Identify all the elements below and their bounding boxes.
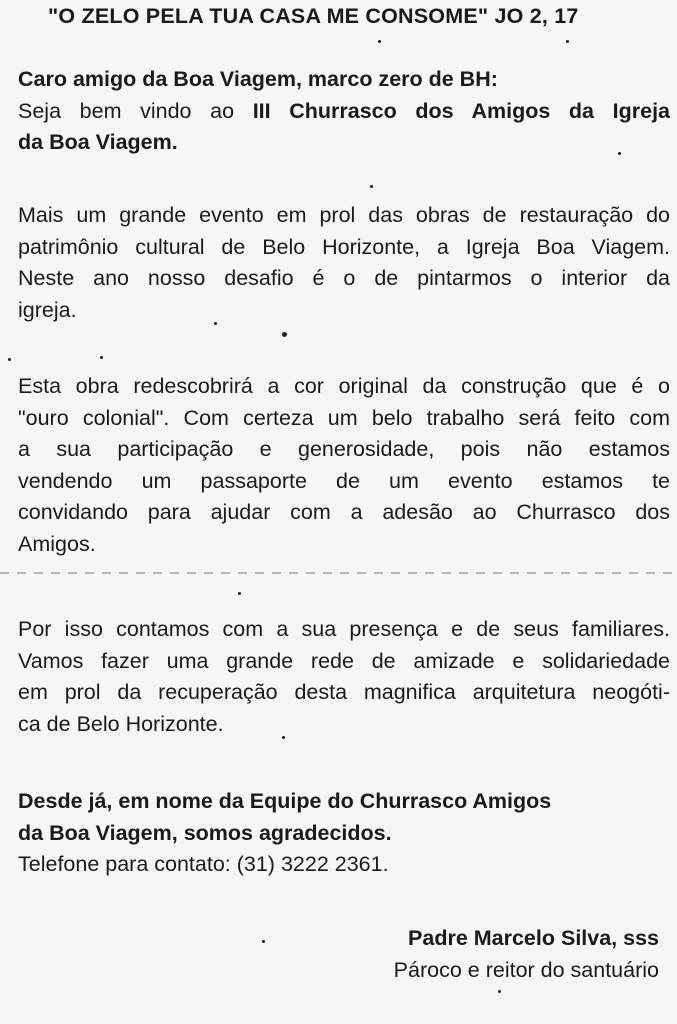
paragraph-3 (18, 614, 670, 740)
paragraph-line: "ouro colonial". Com certeza um belo trabalho será feito com (18, 405, 670, 430)
print-speck (566, 40, 569, 43)
paragraph-line: em prol da recuperação desta magnifica arquitetura neogóti- (18, 680, 670, 704)
signature-role: Pároco e reitor do santuário (393, 958, 659, 982)
event-name-continued: da Boa Viagem. (18, 130, 178, 154)
contact-phone: Telefone para contato: (31) 3222 2361. (18, 852, 389, 876)
closing-thanks-line: da Boa Viagem, somos agradecidos. (18, 820, 392, 845)
paragraph-line: vendendo um passaporte de um evento estamos te (18, 468, 670, 493)
print-speck (282, 736, 285, 739)
greeting-block (18, 64, 670, 159)
event-name: III Churrasco dos Amigos da Igreja (252, 98, 670, 123)
print-speck (262, 940, 265, 943)
greeting-salutation: Caro amigo da Boa Viagem, marco zero de BH: (18, 67, 498, 91)
print-speck (282, 332, 287, 337)
paragraph-line: patrimônio cultural de Belo Horizonte, a Igreja Boa Viagem. (18, 234, 670, 259)
print-speck (370, 185, 373, 188)
paragraph-line: Esta obra redescobrirá a cor original da construção que é o (18, 374, 670, 398)
print-speck (378, 40, 381, 43)
paragraph-line: igreja. (18, 297, 77, 322)
print-speck (8, 358, 11, 361)
closing-block (18, 786, 670, 881)
signature-block (394, 922, 659, 986)
print-speck (238, 592, 241, 595)
paragraph-line: Mais um grande evento em prol das obras de restauração do (18, 203, 670, 227)
page-title: "O ZELO PELA TUA CASA ME CONSOME" JO 2, 17 (48, 4, 579, 28)
paragraph-line: convidando para ajudar com a adesão ao Churrasco dos (18, 500, 670, 524)
paragraph-line: ca de Belo Horizonte. (18, 711, 224, 736)
print-speck (214, 322, 217, 325)
print-speck (498, 990, 501, 993)
closing-thanks-line: Desde já, em nome da Equipe do Churrasco Amigos (18, 789, 552, 813)
paragraph-line: Amigos. (18, 531, 96, 556)
print-speck (100, 356, 103, 359)
print-speck (618, 152, 621, 155)
paragraph-2 (18, 371, 670, 560)
greeting-welcome-text: Seja bem vindo ao (18, 98, 253, 123)
paragraph-line: Por isso contamos com a sua presença e de seus familiares. (18, 617, 670, 641)
dashed-divider (0, 572, 677, 574)
paragraph-line: Neste ano nosso desafio é o de pintarmos o interior da (18, 266, 670, 290)
signature-name: Padre Marcelo Silva, sss (408, 926, 659, 950)
paragraph-line: Vamos fazer uma grande rede de amizade e solidariedade (18, 648, 670, 673)
paragraph-1 (18, 200, 670, 326)
paragraph-line: a sua participação e generosidade, pois não estamos (18, 437, 670, 461)
